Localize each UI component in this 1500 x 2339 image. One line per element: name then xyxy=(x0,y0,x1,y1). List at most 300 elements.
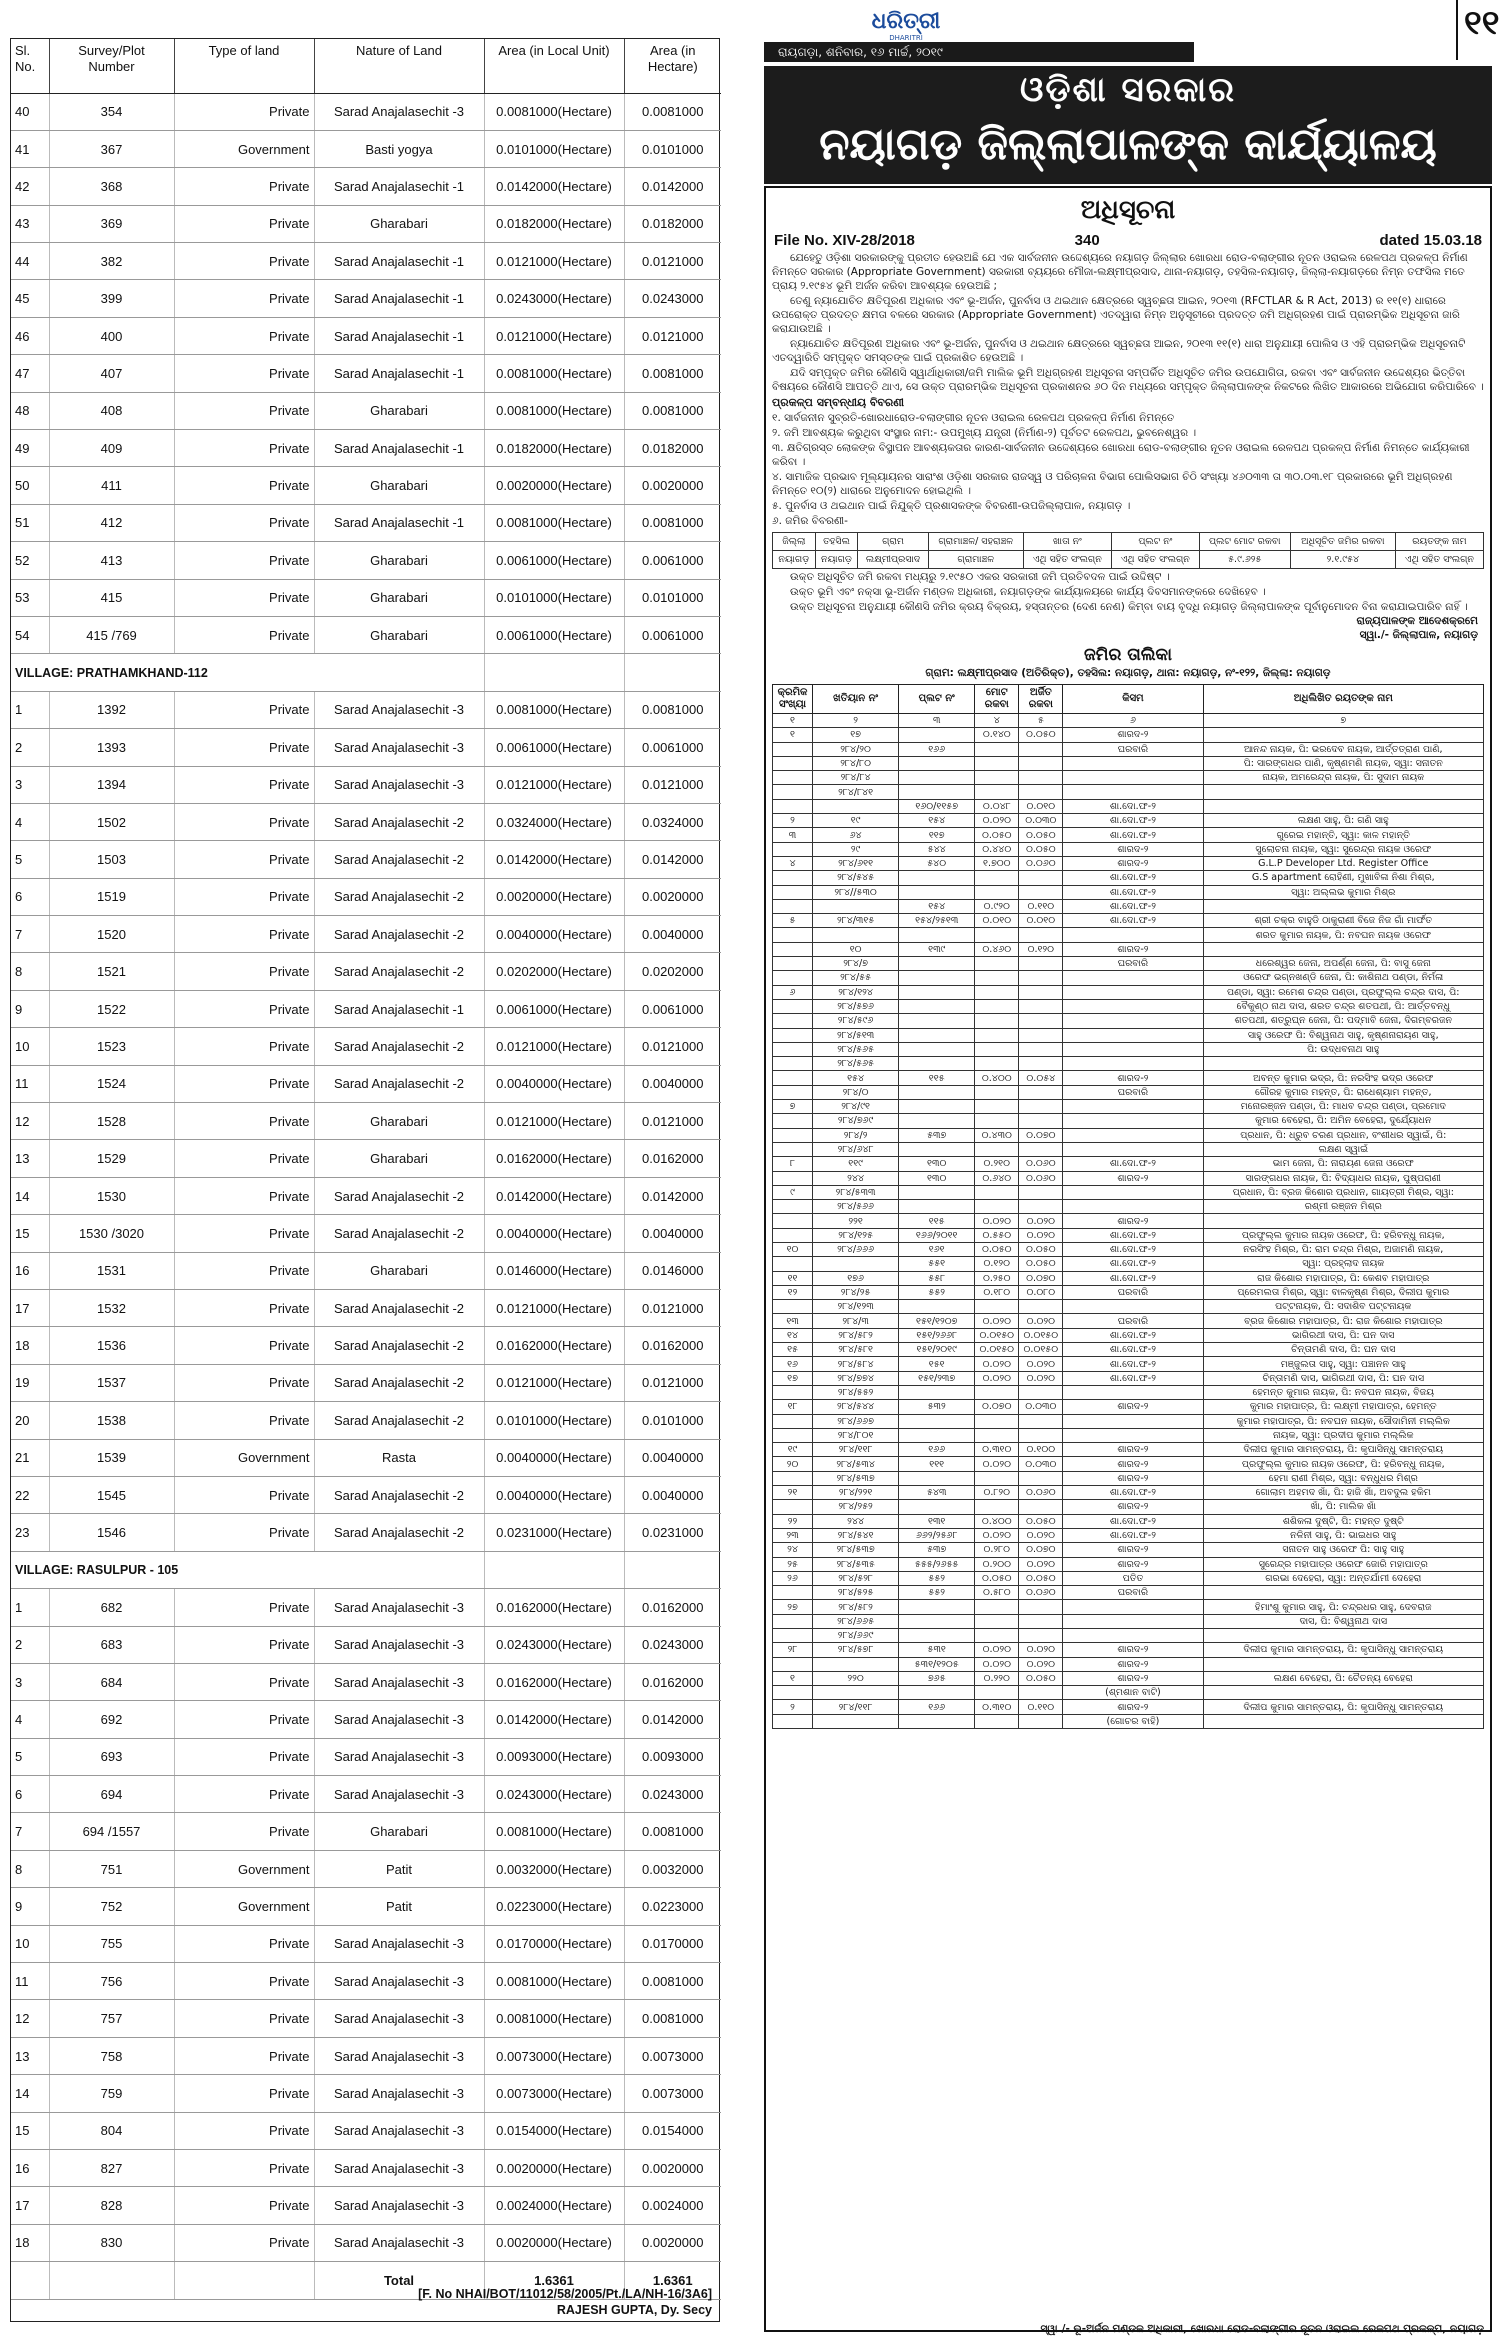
land-cell: ୧୪ xyxy=(773,1328,813,1342)
cell-type: Private xyxy=(174,2000,314,2037)
land-cell: ୦.୦୨୦ xyxy=(1019,1214,1063,1228)
cell-plot: 1528 xyxy=(49,1103,174,1140)
land-cell xyxy=(975,785,1019,799)
land-cell: ୨୮୪/୫୩୫ xyxy=(813,1557,899,1571)
land-cell xyxy=(975,928,1019,942)
land-row xyxy=(773,942,1484,956)
land-cell: ପ୍ରଧାନ, ପି: ବ୍ରଜ କିଶୋର ପ୍ରଧାନ, ଗାୟତ୍ରୀ ମିଶ୍ର, ସ୍ୱା: xyxy=(1203,1185,1483,1199)
cell-type: Private xyxy=(174,766,314,803)
land-cell: G.L.P Developer Ltd. Register Office xyxy=(1203,856,1483,870)
cell-type: Private xyxy=(174,504,314,541)
land-cell: ଶାରଦ-୨ xyxy=(1063,1443,1203,1457)
land-cell: ୦.୫୮୦ xyxy=(975,1586,1019,1600)
cell-area-local: 0.0040000(Hectare) xyxy=(484,1476,624,1513)
cell-plot: 399 xyxy=(49,280,174,317)
land-cell: ଶା.ଦୋ.ଫ-୨ xyxy=(1063,1271,1203,1285)
cell-sl: 11 xyxy=(11,1065,49,1102)
cell-plot: 756 xyxy=(49,1963,174,2000)
land-cell: ୨୮୪/୨୫୨ xyxy=(813,1500,899,1514)
land-list-table xyxy=(772,684,1484,1729)
land-cell xyxy=(773,1214,813,1228)
cell-area-local: 0.0121000(Hectare) xyxy=(484,1364,624,1401)
land-cell xyxy=(899,1471,975,1485)
cell-type: Government xyxy=(174,1850,314,1887)
land-cell: ୦.୦୨୦ xyxy=(1019,1314,1063,1328)
order-line: ରାଜ୍ୟପାଳଙ୍କ ଆଦେଶକ୍ରମେ xyxy=(1356,615,1478,627)
table-row xyxy=(11,691,721,728)
land-cell: ୧୫୧ xyxy=(899,1357,975,1371)
cell-area-local: 0.0162000(Hectare) xyxy=(484,1327,624,1364)
land-cell xyxy=(1019,1300,1063,1314)
land-cell: ୧୫୪ xyxy=(813,1071,899,1085)
land-cell: ଶାରଦ-୨ xyxy=(1063,1500,1203,1514)
cell-area-local: 0.0073000(Hectare) xyxy=(484,2075,624,2112)
summary-header-cell: ଜିଲ୍ଲା xyxy=(773,533,816,551)
table-row xyxy=(11,579,721,616)
land-cell: ୬୪ xyxy=(813,828,899,842)
cell-area-local: 0.0081000(Hectare) xyxy=(484,1963,624,2000)
cell-sl: 20 xyxy=(11,1402,49,1439)
land-cell: ୨୯ xyxy=(813,842,899,856)
notice-paragraph: ଯେହେତୁ ଓଡ଼ିଶା ସରକାରଙ୍କୁ ପ୍ରତୀତ ହେଉଅଛି ଯେ ଏକ ସାର୍ବଜନୀନ ଉଦ୍ଦେଶ୍ୟରେ ନୟାଗଡ଼ ଜିଲ୍ଲାର ଖୋରଧା ରୋଡ-ବଲାଙ୍ଗୀର ନୂତନ ଓରାଇଲ ରେଳପଥ ପ୍ରକଳ୍ପ ନିର୍ମାଣ ନିମନ୍ତେ ସରକାର (Appropriate Government) ସରକାରୀ ବ୍ୟୟରେ ମୌଜା-ଲକ୍ଷ୍ମୀପ୍ରସାଦ, ଥାନା-ନୟାଗଡ଼, ତହସିଲ-ନୟାଗଡ଼, ଜିଲ୍ଲା-ନୟାଗଡ଼ରେ ନିମ୍ନ ତଫସିଲ ମତେ ପ୍ରାୟ ୨.୧୯୫୪ ଭୂମି ଅର୍ଜନ କରିବା ଆବଶ୍ୟକ ହେଉଅଛି ; xyxy=(772,252,1468,292)
land-cell: ୨୮୪/୬୬୬ xyxy=(813,1242,899,1256)
land-cell: ୧୦ xyxy=(773,1242,813,1256)
land-cell: ୨୮୪/୮୪୧ xyxy=(813,785,899,799)
land-cell xyxy=(773,1300,813,1314)
cell-sl: 22 xyxy=(11,1476,49,1513)
land-cell: ୨୮୪/୬୬୫ xyxy=(813,1614,899,1628)
cell-plot: 1539 xyxy=(49,1439,174,1476)
table-row xyxy=(11,2187,721,2224)
cell-nature: Sarad Anajalasechit -3 xyxy=(314,93,484,130)
cell-type: Private xyxy=(174,841,314,878)
land-cell: ଶା.ଦୋ.ଫ-୨ xyxy=(1063,814,1203,828)
land-cell: ୦.୦୩୦ xyxy=(1019,1457,1063,1471)
land-cell: ଶାରଦ-୨ xyxy=(1063,1071,1203,1085)
land-cell: ୧୯ xyxy=(813,814,899,828)
cell-area-local: 0.0061000(Hectare) xyxy=(484,616,624,653)
land-cell: ୧୫୧/୧୨୦୭ xyxy=(899,1314,975,1328)
land-cell: ୨୮୪/୨୫ xyxy=(813,1285,899,1299)
cell-area-local: 0.0040000(Hectare) xyxy=(484,1065,624,1102)
cell-type: Private xyxy=(174,392,314,429)
land-cell: ଗୌରହ କୁମାର ମହନ୍ତ, ପି: ରାଧେଶ୍ୟାମ ମହନ୍ତ, xyxy=(1203,1085,1483,1099)
cell-nature: Sarad Anajalasechit -3 xyxy=(314,1626,484,1663)
land-cell: ଶା.ଦୋ.ଫ-୨ xyxy=(1063,871,1203,885)
land-cell: ପଣ୍ଡା, ସ୍ୱା: ରମେଶ ଚନ୍ଦ୍ର ପଣ୍ଡା, ପ୍ରଫୁଲ୍ଲ ଚନ୍ଦ୍ର ଦାସ, ପି: xyxy=(1203,985,1483,999)
land-cell: ୫୫୨ xyxy=(899,1571,975,1585)
table-row xyxy=(11,542,721,579)
cell-nature: Rasta xyxy=(314,1439,484,1476)
cell-plot: 755 xyxy=(49,1925,174,1962)
land-cell: ଗରଭା ଦେହେରା, ସ୍ୱା: ଅନ୍ତର୍ଯାମୀ ଦେହେରା xyxy=(1203,1571,1483,1585)
cell-sl: 49 xyxy=(11,430,49,467)
cell-area-local: 0.0081000(Hectare) xyxy=(484,504,624,541)
land-cell xyxy=(899,785,975,799)
total-area-local: 1.6361 xyxy=(484,2262,624,2299)
land-cell: ପଟ୍ଟନାୟକ, ପି: ସଦାଶିବ ପଟ୍ଟନାୟକ xyxy=(1203,1300,1483,1314)
land-row xyxy=(773,1657,1484,1671)
cell-nature: Sarad Anajalasechit -1 xyxy=(314,504,484,541)
summary-header-cell: ଅଧିସୂଚିତ ଜମିର ରକବା xyxy=(1290,533,1395,551)
land-cell: ୨୮୪/୩ xyxy=(813,1314,899,1328)
land-cell: ୧୫୧/୨୬୬୮ xyxy=(899,1328,975,1342)
land-cell xyxy=(773,1171,813,1185)
cell-type: Private xyxy=(174,1327,314,1364)
land-cell: ୧୩ xyxy=(773,1314,813,1328)
cell-area-local: 0.0040000(Hectare) xyxy=(484,1439,624,1476)
cell-sl: 52 xyxy=(11,542,49,579)
land-cell: ୦.୯୨୦ xyxy=(975,899,1019,913)
land-column-number-row xyxy=(773,714,1484,728)
land-cell xyxy=(1063,999,1203,1013)
land-cell xyxy=(1203,899,1483,913)
land-cell: ସୁରେନ୍ଦ୍ର ମହାପାତ୍ର ଓରେଫ ଜୋରି ମହାପାତ୍ର xyxy=(1203,1557,1483,1571)
table-row xyxy=(11,1663,721,1700)
cell-area-local: 0.0162000(Hectare) xyxy=(484,1589,624,1626)
cell-nature: Sarad Anajalasechit -3 xyxy=(314,2112,484,2149)
cell-nature: Sarad Anajalasechit -3 xyxy=(314,691,484,728)
land-cell xyxy=(813,928,899,942)
land-row xyxy=(773,728,1484,742)
land-cell: ୧୧୫ xyxy=(899,1214,975,1228)
land-cell: ୦.୦୫୦ xyxy=(1019,1671,1063,1685)
table-row xyxy=(11,2000,721,2037)
land-cell: ୦.୦୮୦ xyxy=(1019,1285,1063,1299)
land-cell xyxy=(773,1657,813,1671)
land-cell: ୫୫୨ xyxy=(899,1285,975,1299)
file-date: dated 15.03.18 xyxy=(1379,232,1482,249)
land-cell xyxy=(975,985,1019,999)
land-cell xyxy=(899,985,975,999)
land-cell xyxy=(1063,1428,1203,1442)
land-cell: ଶାରଦ-୨ xyxy=(1063,942,1203,956)
project-item: ୫. ପୁନର୍ବାସ ଓ ଥଇଥାନ ପାଇଁ ନିଯୁକ୍ତି ପ୍ରଶାସକଙ୍କ ବିବରଣୀ-ଉପଜିଲ୍ଲାପାଳ, ନୟାଗଡ଼ । xyxy=(772,500,1131,512)
land-cell xyxy=(1019,885,1063,899)
land-cell xyxy=(773,899,813,913)
land-row xyxy=(773,856,1484,870)
cell-nature: Gharabari xyxy=(314,616,484,653)
land-cell xyxy=(773,999,813,1013)
cell-nature: Gharabari xyxy=(314,1140,484,1177)
cell-area-hectare: 0.0162000 xyxy=(624,1140,721,1177)
land-cell: ୧୭ xyxy=(813,728,899,742)
land-cell: ଲକ୍ଷଣ ସାହୁ, ପି: ଗଣି ସାହୁ xyxy=(1203,814,1483,828)
land-cell: ୦.୨୨୦ xyxy=(975,1671,1019,1685)
cell-nature: Sarad Anajalasechit -3 xyxy=(314,1963,484,2000)
cell-sl: 3 xyxy=(11,1663,49,1700)
land-cell xyxy=(975,756,1019,770)
land-cell xyxy=(899,1142,975,1156)
land-cell xyxy=(1019,1629,1063,1643)
land-row xyxy=(773,1700,1484,1714)
cell-sl: 7 xyxy=(11,1813,49,1850)
land-cell: ୨୮୪/୫୮୧ xyxy=(813,1343,899,1357)
land-cell xyxy=(975,771,1019,785)
cell-sl: 21 xyxy=(11,1439,49,1476)
land-cell: ୦.୦୨୦ xyxy=(975,814,1019,828)
land-list-title: ଜମିର ତାଲିକା xyxy=(1083,645,1172,665)
summary-cell: ଏଥି ସହିତ ସଂଲଗ୍ନ xyxy=(1395,551,1483,569)
cell-type: Private xyxy=(174,1663,314,1700)
cell-nature: Sarad Anajalasechit -1 xyxy=(314,168,484,205)
table-row xyxy=(11,878,721,915)
land-cell: ୨୪୪ xyxy=(813,1171,899,1185)
cell-area-hectare: 0.0081000 xyxy=(624,691,721,728)
land-cell: ୨୮୪/୫୮୨ xyxy=(813,1600,899,1614)
land-cell xyxy=(1019,1686,1063,1700)
banner-government: ଓଡ଼ିଶା ସରକାର xyxy=(1019,70,1237,110)
cell-type: Private xyxy=(174,1589,314,1626)
cell-plot: 1536 xyxy=(49,1327,174,1364)
cell-nature: Sarad Anajalasechit -2 xyxy=(314,1327,484,1364)
cell-area-hectare: 0.0101000 xyxy=(624,579,721,616)
land-cell: ଗୁରେଇ ମହାନ୍ତି, ସ୍ୱା: କାଳ ମହାନ୍ତି xyxy=(1203,828,1483,842)
village-row xyxy=(11,1551,721,1588)
land-cell xyxy=(975,971,1019,985)
cell-type: Private xyxy=(174,616,314,653)
empty-cell xyxy=(624,654,721,691)
cell-type: Private xyxy=(174,1813,314,1850)
land-cell xyxy=(899,1114,975,1128)
land-cell: ଘରବାରି xyxy=(1063,742,1203,756)
cell-sl: 53 xyxy=(11,579,49,616)
land-cell xyxy=(975,871,1019,885)
cell-area-hectare: 0.0101000 xyxy=(624,130,721,167)
project-heading: ପ୍ରକଳ୍ପ ସମ୍ବନ୍ଧୀୟ ବିବରଣୀ xyxy=(772,396,904,409)
table-row xyxy=(11,1028,721,1065)
land-cell xyxy=(813,899,899,913)
cell-area-local: 0.0081000(Hectare) xyxy=(484,691,624,728)
land-cell xyxy=(1063,1200,1203,1214)
cell-plot: 804 xyxy=(49,2112,174,2149)
land-cell: ୧୬ xyxy=(773,1357,813,1371)
land-row xyxy=(773,1514,1484,1528)
land-cell xyxy=(1063,785,1203,799)
land-cell: ୨୮୪/୧୧୮ xyxy=(813,1443,899,1457)
cell-plot: 828 xyxy=(49,2187,174,2224)
land-cell: ସୁଲୋଚନା ନାୟକ, ସ୍ୱା: ସୁରେନ୍ଦ୍ର ନାୟକ ଓରେଫ xyxy=(1203,842,1483,856)
cell-sl: 17 xyxy=(11,1290,49,1327)
land-cell: ଶା.ଦୋ.ଫ-୨ xyxy=(1063,1343,1203,1357)
cell-nature: Patit xyxy=(314,1850,484,1887)
cell-area-hectare: 0.0243000 xyxy=(624,1626,721,1663)
land-cell xyxy=(975,1014,1019,1028)
cell-nature: Sarad Anajalasechit -3 xyxy=(314,2187,484,2224)
land-cell xyxy=(1203,1214,1483,1228)
land-cell: ଶାରଦ-୨ xyxy=(1063,728,1203,742)
cell-area-local: 0.0020000(Hectare) xyxy=(484,2224,624,2261)
land-cell: ୨୪୪ xyxy=(813,1514,899,1528)
land-cell xyxy=(1019,1085,1063,1099)
land-cell: ୨ xyxy=(773,1700,813,1714)
cell-nature: Sarad Anajalasechit -3 xyxy=(314,1925,484,1962)
table-row xyxy=(11,280,721,317)
table-row xyxy=(11,168,721,205)
cell-area-local: 0.0223000(Hectare) xyxy=(484,1888,624,1925)
land-cell xyxy=(975,885,1019,899)
cell-area-hectare: 0.0040000 xyxy=(624,916,721,953)
cell-area-local: 0.0101000(Hectare) xyxy=(484,130,624,167)
land-cell: କୁମାର ମହାପାତ୍ର, ପି: ଲକ୍ଷ୍ମୀ ମହାପାତ୍ର, ହେମନ୍ତ xyxy=(1203,1400,1483,1414)
after-paragraph: ଉକ୍ତ ଅଧିସୂଚନା ଅନୁଯାୟୀ କୌଣସି ଜମିର କ୍ରୟ ବିକ୍ରୟ, ହସ୍ତାନ୍ତର (ଦେଣ ନେଣ) କିମ୍ବା ବାୟ ବୃଦ୍ଧି ନୟାଗଡ଼ ଜିଲ୍ଲାପାଳଙ୍କ ପୂର୍ବାନୁମୋଦନ ବିନା କରାଯାଇପାରିବ ନାହିଁ । xyxy=(790,601,1468,613)
village-label: VILLAGE: RASULPUR - 105 xyxy=(11,1551,484,1588)
cell-nature: Sarad Anajalasechit -3 xyxy=(314,1589,484,1626)
land-cell xyxy=(813,799,899,813)
cell-area-hectare: 0.0020000 xyxy=(624,2149,721,2186)
land-row xyxy=(773,1042,1484,1056)
land-cell: ୦.୦୬୦ xyxy=(1019,856,1063,870)
land-cell: ୬ xyxy=(773,985,813,999)
cell-area-hectare: 0.0081000 xyxy=(624,1963,721,2000)
cell-area-hectare: 0.0081000 xyxy=(624,504,721,541)
cell-area-hectare: 0.0121000 xyxy=(624,1290,721,1327)
table-row xyxy=(11,1850,721,1887)
land-column-number: ୩ xyxy=(899,714,975,728)
land-cell: ଶ୍ରୀ ଚକ୍ର ବାହୁଡି ଠାକୁରାଣୀ ବିଜେ ନିଜ ଗାଁ ମାର୍ଫତ xyxy=(1203,914,1483,928)
cell-plot: 1530 xyxy=(49,1177,174,1214)
land-cell: ୧ xyxy=(773,728,813,742)
cell-plot: 751 xyxy=(49,1850,174,1887)
land-cell xyxy=(1063,1014,1203,1028)
cell-area-hectare: 0.0142000 xyxy=(624,841,721,878)
land-cell: ୦.୦୨୦ xyxy=(1019,1371,1063,1385)
cell-sl: 13 xyxy=(11,1140,49,1177)
file-serial: 340 xyxy=(1074,232,1100,249)
land-cell: ୦.୦୨୦ xyxy=(975,1214,1019,1228)
land-cell xyxy=(975,1057,1019,1071)
land-cell xyxy=(773,1586,813,1600)
land-cell: ୧୧୧ xyxy=(899,1457,975,1471)
cell-plot: 368 xyxy=(49,168,174,205)
land-cell: ପି: ଉଦ୍ଧବନାଥ ସାହୁ xyxy=(1203,1042,1483,1056)
land-cell: ୦.୦୨୦ xyxy=(975,1357,1019,1371)
cell-type: Private xyxy=(174,1103,314,1140)
table-row xyxy=(11,1290,721,1327)
land-header-cell: ଅର୍ଜିତ ରକବା xyxy=(1019,685,1063,714)
land-cell xyxy=(1019,1114,1063,1128)
land-cell: ୨୮୪//୫୩୦ xyxy=(813,885,899,899)
village-label: VILLAGE: PRATHAMKHAND-112 xyxy=(11,654,484,691)
land-cell: ସାହୁ ଓରେଫ ପି: ବିଶ୍ୱନାଥ ସାହୁ, କୃଷ୍ଣନାରାୟଣ ସାହୁ, xyxy=(1203,1028,1483,1042)
land-cell: ୦.୦୧୦ xyxy=(975,914,1019,928)
cell-area-hectare: 0.0202000 xyxy=(624,953,721,990)
cell-plot: 682 xyxy=(49,1589,174,1626)
land-cell: ୫୫୮ xyxy=(899,1271,975,1285)
cell-nature: Sarad Anajalasechit -3 xyxy=(314,2075,484,2112)
land-row xyxy=(773,814,1484,828)
land-cell xyxy=(899,885,975,899)
land-cell xyxy=(975,1085,1019,1099)
land-cell: ଦିଲୀପ କୁମାର ସାମନ୍ତରାୟ, ପି: କୃପାସିନ୍ଧୁ ସାମନ୍ତରାୟ xyxy=(1203,1700,1483,1714)
land-cell: ୨୪ xyxy=(773,1543,813,1557)
logo-text: ଧରିତ୍ରୀ xyxy=(871,9,941,34)
cell-type: Private xyxy=(174,2037,314,2074)
cell-sl: 43 xyxy=(11,205,49,242)
land-cell: ୦.୦୫୦ xyxy=(1019,1514,1063,1528)
cell-plot: 1521 xyxy=(49,953,174,990)
land-cell: ଶାରଦ-୨ xyxy=(1063,1171,1203,1185)
land-row xyxy=(773,1014,1484,1028)
cell-type: Private xyxy=(174,1065,314,1102)
cell-area-hectare: 0.0040000 xyxy=(624,1439,721,1476)
land-cell xyxy=(1063,771,1203,785)
cell-area-hectare: 0.0121000 xyxy=(624,1028,721,1065)
land-cell: ୨୮୪/୧୧୮ xyxy=(813,1700,899,1714)
land-cell xyxy=(773,1014,813,1028)
land-row xyxy=(773,1443,1484,1457)
land-row xyxy=(773,1100,1484,1114)
land-cell: ଭାଗିରଥୀ ଦାସ, ପି: ଘନ ଦାସ xyxy=(1203,1328,1483,1342)
land-cell xyxy=(773,928,813,942)
land-column-number: ୬ xyxy=(1063,714,1203,728)
collector-signature: ସ୍ୱା./- ଜିଲ୍ଲାପାଳ, ନୟାଗଡ଼ xyxy=(1359,629,1478,641)
cell-area-hectare: 0.0040000 xyxy=(624,1215,721,1252)
land-cell: ଧରେଶ୍ୱର ଜେନା, ଅପର୍ଣ୍ଣ ଜେନା, ପି: ବାସୁ ଜେନା xyxy=(1203,957,1483,971)
cell-nature: Sarad Anajalasechit -2 xyxy=(314,1290,484,1327)
cell-area-local: 0.0081000(Hectare) xyxy=(484,1813,624,1850)
header-survey: Survey/Plot Number xyxy=(49,39,174,93)
cell-area-local: 0.0121000(Hectare) xyxy=(484,1028,624,1065)
land-cell xyxy=(899,1028,975,1042)
land-header-cell: ଖତିୟାନ ନଂ xyxy=(813,685,899,714)
cell-type: Private xyxy=(174,1364,314,1401)
land-cell: ୨୮୪/୫୮୪ xyxy=(813,1357,899,1371)
cell-area-local: 0.0146000(Hectare) xyxy=(484,1252,624,1289)
land-cell: ସାରଙ୍ଗଧର ନାୟକ, ପି: ବିଦ୍ୟାଧର ନାୟକ, ପୁଷ୍ପରାଣୀ xyxy=(1203,1171,1483,1185)
land-row xyxy=(773,1500,1484,1514)
land-cell: ପ୍ରଫୁଲ୍ଲ କୁମାର ନାୟକ ଓରେଫ, ପି: ହରିବନ୍ଧୁ ନାୟକ, xyxy=(1203,1457,1483,1471)
cell-sl: 15 xyxy=(11,1215,49,1252)
land-cell: ୧୭ xyxy=(773,1371,813,1385)
land-cell: ଘରବାରି xyxy=(1063,1314,1203,1328)
land-cell: ୨୩ xyxy=(773,1528,813,1542)
land-row xyxy=(773,1414,1484,1428)
land-cell: ୨୮୪/୬୪୮ xyxy=(813,1142,899,1156)
land-cell: ୧୫୪ xyxy=(899,814,975,828)
land-cell xyxy=(975,957,1019,971)
land-cell: ଅବନ୍ତ କୁମାର ଭଦ୍ର, ପି: ନରସିଂହ ଭଦ୍ର ଓରେଫ xyxy=(1203,1071,1483,1085)
cell-type: Private xyxy=(174,2149,314,2186)
land-cell xyxy=(975,1028,1019,1042)
land-cell xyxy=(773,1128,813,1142)
cell-area-local: 0.0020000(Hectare) xyxy=(484,467,624,504)
notification-box xyxy=(764,186,1492,2332)
cell-nature: Sarad Anajalasechit -2 xyxy=(314,1364,484,1401)
land-cell xyxy=(899,957,975,971)
land-cell: ୦.୦୧୫୦ xyxy=(1019,1328,1063,1342)
land-cell: ଶଶିକଳା ଦୁଷ୍ଟି, ପି: ମହନ୍ତ ଦୁଷ୍ଟି xyxy=(1203,1514,1483,1528)
land-cell: ୫୩୧/୧୨୦୫ xyxy=(899,1657,975,1671)
cell-nature: Sarad Anajalasechit -1 xyxy=(314,990,484,1027)
cell-type: Private xyxy=(174,1402,314,1439)
cell-area-local: 0.0162000(Hectare) xyxy=(484,1663,624,1700)
land-cell: ଆନନ୍ଦ ନାୟକ, ପି: ଭରଦେବ ନାୟକ, ଆର୍ତ୍ତତ୍ରାଣ ପାଣି, xyxy=(1203,742,1483,756)
land-cell: ୧୩୦ xyxy=(899,1157,975,1171)
land-cell xyxy=(975,1300,1019,1314)
table-row xyxy=(11,841,721,878)
land-cell: ଘରବାରି xyxy=(1063,1085,1203,1099)
land-cell xyxy=(813,1686,899,1700)
cell-sl: 51 xyxy=(11,504,49,541)
land-cell: ୨୮୪/୫୨୮ xyxy=(813,1571,899,1585)
cell-type: Private xyxy=(174,542,314,579)
cell-area-hectare: 0.0121000 xyxy=(624,243,721,280)
cell-area-hectare: 0.0024000 xyxy=(624,2187,721,2224)
cell-area-hectare: 0.0081000 xyxy=(624,355,721,392)
land-cell: ୨୮୪/୯୧ xyxy=(813,1100,899,1114)
land-cell: ରାଜ କିଶୋର ମହାପାତ୍ର, ପି: କେଶବ ମହାପାତ୍ର xyxy=(1203,1271,1483,1285)
